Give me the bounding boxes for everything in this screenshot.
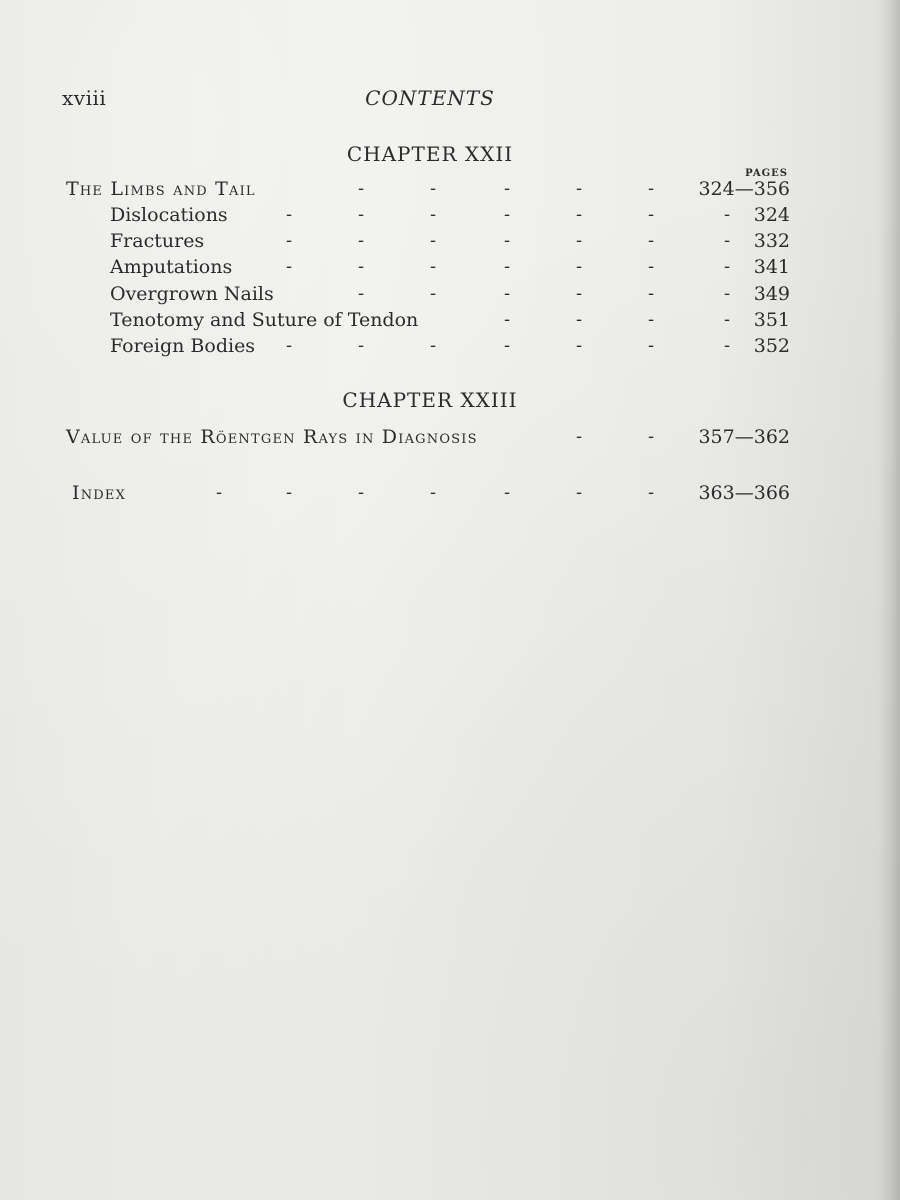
toc-entry: Value of the Röentgen Rays in Diagnosis - - 357—362 <box>66 426 790 448</box>
toc-entry: Dislocations - - - - - - - 324 <box>110 204 790 226</box>
toc-entry-pages: 357—362 <box>698 426 790 448</box>
toc-entry-pages: 332 <box>753 230 790 252</box>
toc-entry-title: Dislocations <box>110 204 228 226</box>
toc-entry: Amputations - - - - - - - 341 <box>110 256 790 278</box>
toc-entry-pages: 324 <box>753 204 790 226</box>
running-head: CONTENTS <box>365 86 495 110</box>
toc-entry-pages: 349 <box>753 283 790 305</box>
page-number: xviii <box>62 86 107 110</box>
toc-entry-title: Value of the Röentgen Rays in Diagnosis <box>66 426 478 448</box>
toc-entry-title: Foreign Bodies <box>110 335 256 357</box>
toc-entry-title: Index <box>72 482 127 504</box>
toc-entry-pages: 341 <box>753 256 790 278</box>
toc-entry-pages: 351 <box>753 309 790 331</box>
toc-entry-title: The Limbs and Tail <box>66 178 256 200</box>
toc-entry-pages: 324—356 <box>698 178 790 200</box>
chapter-heading-xxiii: CHAPTER XXIII <box>342 388 518 412</box>
toc-entry-pages: 352 <box>753 335 790 357</box>
chapter-heading-xxii: CHAPTER XXII <box>346 142 514 166</box>
toc-entry-index: Index - - - - - - - 363—366 <box>72 482 790 504</box>
toc-entry: The Limbs and Tail - - - - - 324—356 <box>66 178 790 200</box>
page-edge-shadow <box>878 0 900 1200</box>
toc-entry: Fractures - - - - - - - 332 <box>110 230 790 252</box>
pages-column-label: PAGES <box>745 168 788 179</box>
toc-entry-title: Amputations <box>110 256 233 278</box>
toc-entry: Foreign Bodies - - - - - - - 352 <box>110 335 790 357</box>
toc-entry-title: Fractures <box>110 230 205 252</box>
toc-entry-title: Tenotomy and Suture of Tendon <box>110 309 419 331</box>
toc-entry-title: Overgrown Nails <box>110 283 274 305</box>
toc-entry-pages: 363—366 <box>698 482 790 504</box>
toc-entry: Overgrown Nails - - - - - - 349 <box>110 283 790 305</box>
toc-entry: Tenotomy and Suture of Tendon - - - - 351 <box>110 309 790 331</box>
